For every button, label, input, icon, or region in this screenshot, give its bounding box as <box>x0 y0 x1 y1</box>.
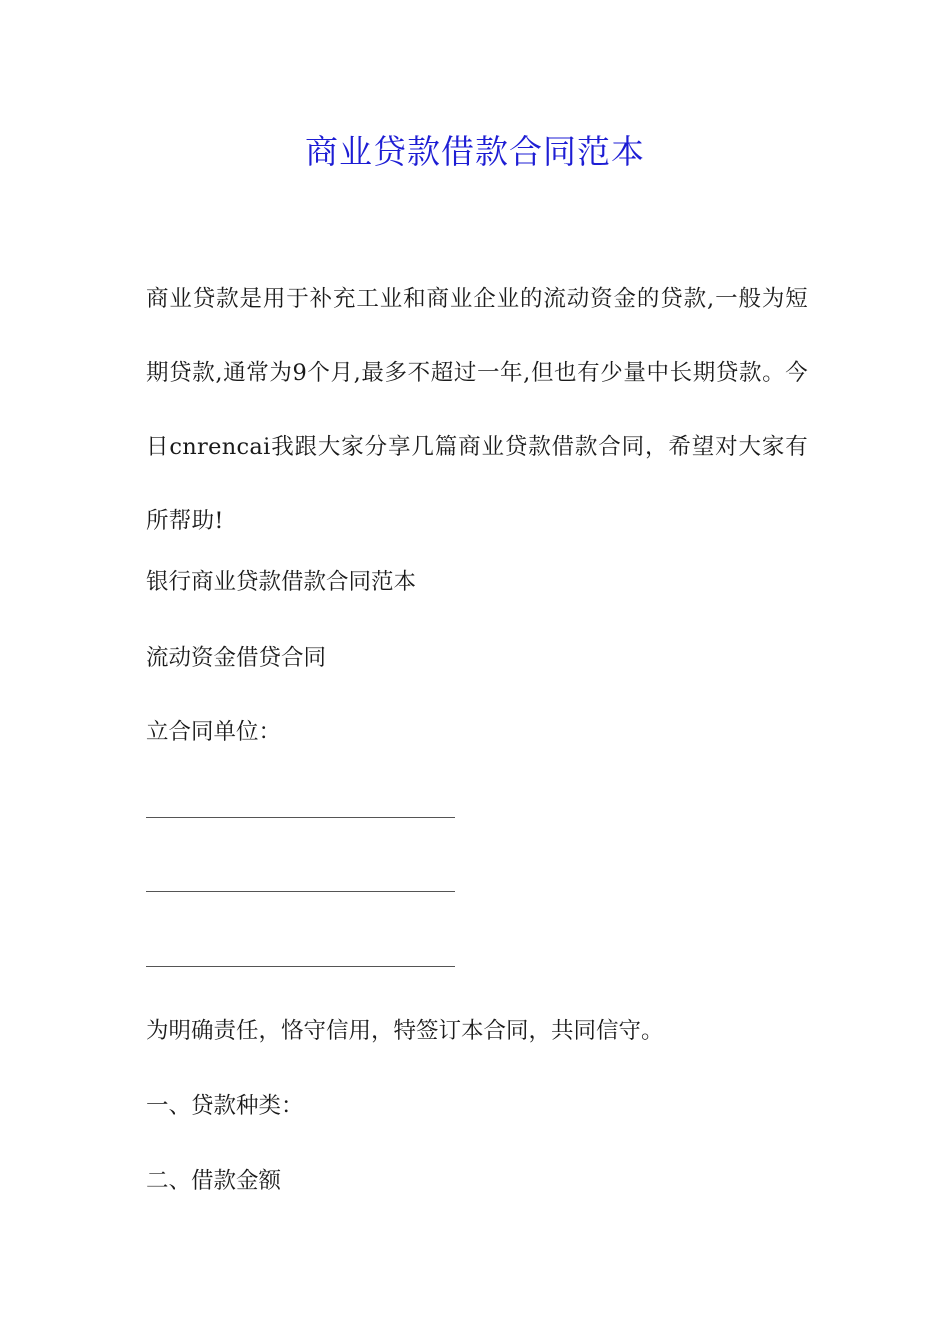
parties-label: 立合同单位： <box>146 719 282 745</box>
blank-line-party-2 <box>146 891 455 892</box>
preamble-text: 为明确责任，恪守信用，特签订本合同，共同信守。 <box>146 1018 664 1044</box>
blank-line-party-1 <box>146 817 455 818</box>
contract-type: 流动资金借贷合同 <box>146 645 327 671</box>
intro-paragraph: 商业贷款是用于补充工业和商业企业的流动资金的贷款,一般为短期贷款,通常为9个月,最多不超过一年,但也有少量中长期贷款。今日cnrencai我跟大家分享几篇商业贷款借款合同，希望对大家有所帮助! <box>146 286 808 534</box>
document-title: 商业贷款借款合同范本 <box>305 132 645 171</box>
contract-name: 银行商业贷款借款合同范本 <box>146 569 417 595</box>
section-one-heading: 一、贷款种类： <box>146 1093 304 1119</box>
blank-line-party-3 <box>146 966 455 967</box>
section-two-heading: 二、借款金额 <box>146 1168 282 1194</box>
